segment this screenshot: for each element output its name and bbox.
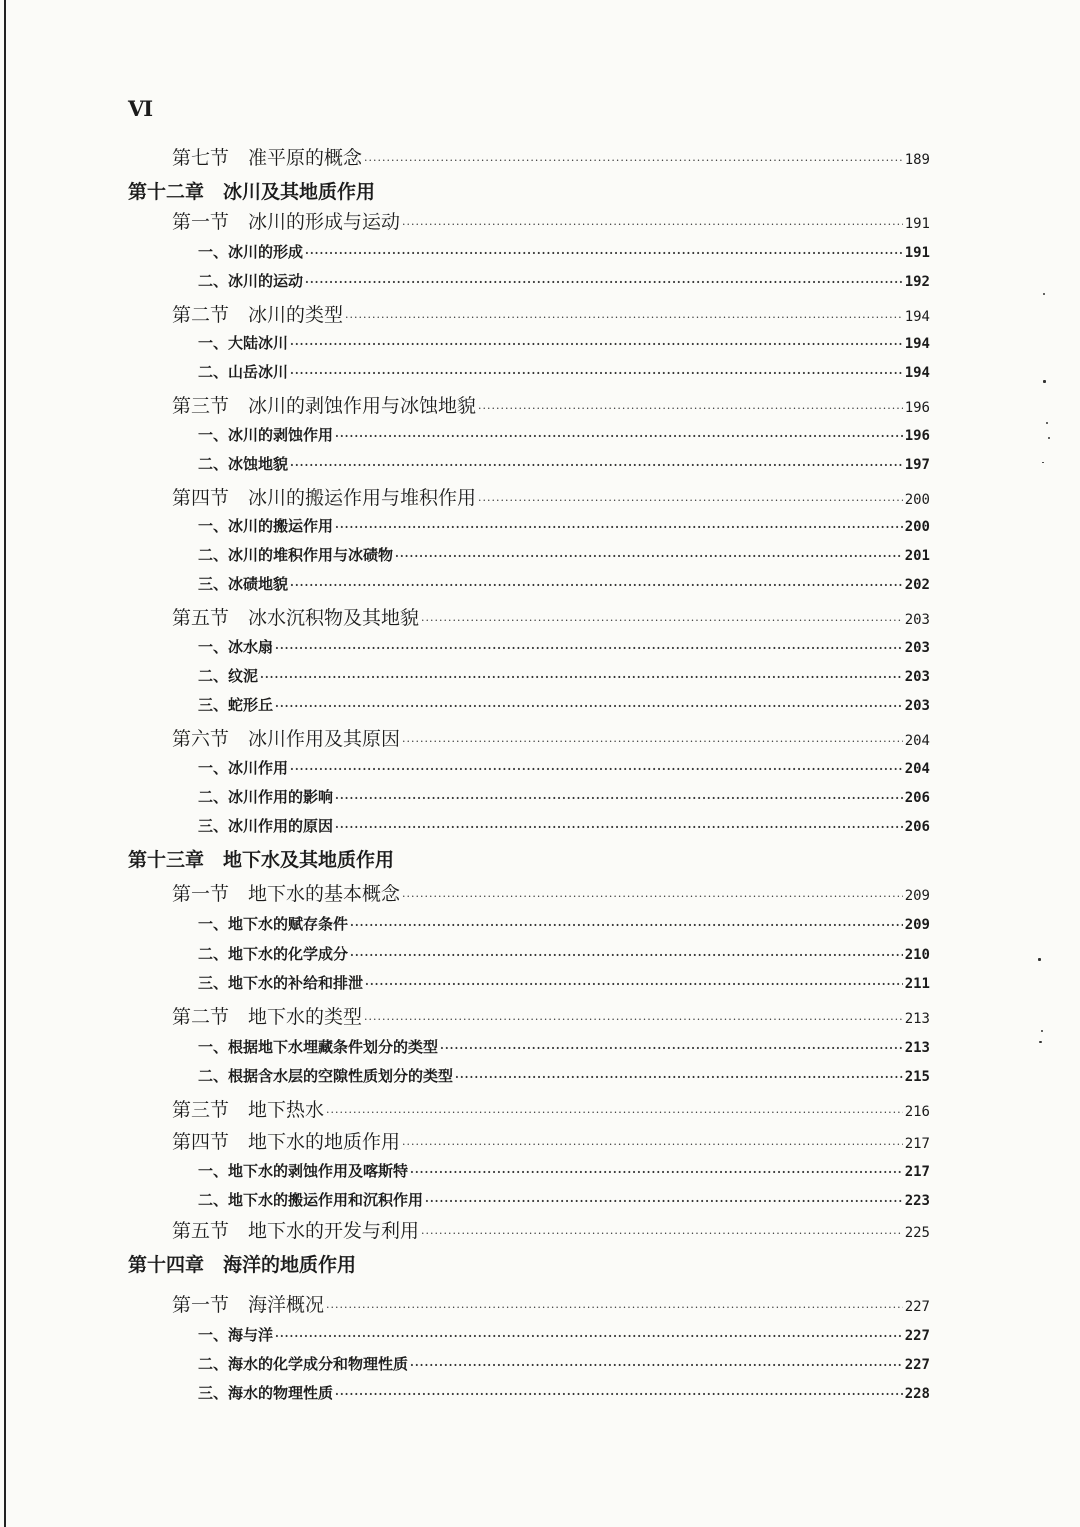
toc-entry-page: 196 xyxy=(904,428,930,444)
toc-section-entry xyxy=(172,1290,930,1317)
toc-entry-page: 213 xyxy=(904,1011,930,1027)
toc-chapter-heading xyxy=(128,177,375,204)
toc-entry-title: 一、冰川的剥蚀作用 xyxy=(198,426,334,444)
toc-entry-title: 一、冰水扇 xyxy=(198,638,274,656)
toc-entry-title: 一、冰川作用 xyxy=(198,759,289,777)
toc-leader-dots xyxy=(365,978,903,991)
toc-entry-title: 一、根据地下水埋藏条件划分的类型 xyxy=(198,1038,439,1056)
toc-section-entry xyxy=(172,207,930,234)
toc-item-entry xyxy=(198,332,930,353)
toc-leader-dots xyxy=(290,579,903,592)
toc-entry-title: 二、山岳冰川 xyxy=(198,363,289,381)
toc-section-entry xyxy=(172,603,930,630)
toc-entry-title: 三、冰碛地貌 xyxy=(198,575,289,593)
toc-entry-page: 194 xyxy=(904,365,930,381)
toc-leader-dots xyxy=(421,1227,903,1240)
toc-entry-title: 二、根据含水层的空隙性质划分的类型 xyxy=(198,1067,454,1085)
toc-entry-title: 二、冰川的运动 xyxy=(198,272,304,290)
toc-section-entry xyxy=(172,879,930,906)
toc-entry-page: 209 xyxy=(904,888,930,904)
toc-entry-title: 第十四章 海洋的地质作用 xyxy=(128,1254,357,1276)
toc-entry-title: 二、冰蚀地貌 xyxy=(198,455,289,473)
toc-entry-page: 197 xyxy=(904,457,930,473)
page-number: VI xyxy=(128,96,153,121)
toc-leader-dots xyxy=(290,459,903,472)
toc-item-entry xyxy=(198,1065,930,1086)
toc-item-entry xyxy=(198,1189,930,1210)
toc-item-entry xyxy=(198,665,930,686)
toc-entry-title: 第一节 地下水的基本概念 xyxy=(172,883,401,905)
toc-section-entry xyxy=(172,300,930,327)
toc-entry-page: 203 xyxy=(904,669,930,685)
toc-entry-title: 一、地下水的赋存条件 xyxy=(198,915,349,933)
toc-item-entry xyxy=(198,241,930,262)
toc-entry-title: 三、蛇形丘 xyxy=(198,696,274,714)
toc-item-entry xyxy=(198,913,930,934)
toc-entry-title: 第六节 冰川作用及其原因 xyxy=(172,728,401,750)
toc-entry-title: 一、地下水的剥蚀作用及喀斯特 xyxy=(198,1162,409,1180)
toc-entry-page: 203 xyxy=(904,698,930,714)
toc-leader-dots xyxy=(275,700,903,713)
toc-leader-dots xyxy=(335,1388,903,1401)
toc-leader-dots xyxy=(402,735,903,748)
toc-item-entry xyxy=(198,361,930,382)
scan-speck xyxy=(1039,1041,1042,1043)
toc-leader-dots xyxy=(395,550,903,563)
toc-leader-dots xyxy=(440,1042,903,1055)
toc-leader-dots xyxy=(402,1138,903,1151)
toc-item-entry xyxy=(198,1353,930,1374)
toc-item-entry xyxy=(198,815,930,836)
toc-entry-page: 192 xyxy=(904,274,930,290)
toc-section-entry xyxy=(172,483,930,510)
toc-entry-title: 三、地下水的补给和排泄 xyxy=(198,974,364,992)
toc-item-entry xyxy=(198,786,930,807)
toc-entry-page: 225 xyxy=(904,1225,930,1241)
toc-entry-title: 第一节 冰川的形成与运动 xyxy=(172,211,401,233)
toc-chapter-heading xyxy=(128,1250,356,1277)
toc-leader-dots xyxy=(410,1166,903,1179)
toc-entry-page: 213 xyxy=(904,1040,930,1056)
toc-entry-title: 一、冰川的搬运作用 xyxy=(198,517,334,535)
toc-section-entry xyxy=(172,724,930,751)
toc-entry-page: 203 xyxy=(904,612,930,628)
scan-speck xyxy=(1048,437,1050,439)
toc-entry-title: 一、冰川的形成 xyxy=(198,243,304,261)
toc-entry-title: 第二节 地下水的类型 xyxy=(172,1006,363,1028)
toc-entry-page: 202 xyxy=(904,577,930,593)
toc-leader-dots xyxy=(335,792,903,805)
toc-entry-page: 194 xyxy=(904,309,930,325)
toc-entry-title: 第三节 冰川的剥蚀作用与冰蚀地貌 xyxy=(172,395,477,417)
toc-entry-page: 189 xyxy=(904,152,930,168)
toc-item-entry xyxy=(198,573,930,594)
toc-entry-page: 191 xyxy=(904,216,930,232)
toc-entry-title: 第一节 海洋概况 xyxy=(172,1294,325,1316)
toc-entry-title: 二、冰川作用的影响 xyxy=(198,788,334,806)
toc-entry-page: 201 xyxy=(904,548,930,564)
toc-entry-page: 204 xyxy=(904,733,930,749)
toc-entry-title: 第十二章 冰川及其地质作用 xyxy=(128,181,376,203)
toc-entry-page: 210 xyxy=(904,947,930,963)
toc-entry-page: 191 xyxy=(904,245,930,261)
toc-item-entry xyxy=(198,1382,930,1403)
toc-entry-page: 228 xyxy=(904,1386,930,1402)
toc-item-entry xyxy=(198,757,930,778)
toc-leader-dots xyxy=(478,402,903,415)
toc-entry-page: 215 xyxy=(904,1069,930,1085)
toc-entry-title: 第四节 地下水的地质作用 xyxy=(172,1131,401,1153)
toc-entry-page: 204 xyxy=(904,761,930,777)
toc-leader-dots xyxy=(305,276,903,289)
toc-entry-page: 216 xyxy=(904,1104,930,1120)
toc-chapter-heading xyxy=(128,845,394,872)
toc-leader-dots xyxy=(335,430,903,443)
toc-entry-title: 第五节 冰水沉积物及其地貌 xyxy=(172,607,420,629)
toc-entry-title: 一、海与洋 xyxy=(198,1326,274,1344)
toc-entry-title: 二、地下水的搬运作用和沉积作用 xyxy=(198,1191,424,1209)
toc-entry-page: 200 xyxy=(904,492,930,508)
toc-section-entry xyxy=(172,1002,930,1029)
toc-item-entry xyxy=(198,424,930,445)
toc-entry-page: 200 xyxy=(904,519,930,535)
toc-entry-title: 一、大陆冰川 xyxy=(198,334,289,352)
toc-entry-page: 206 xyxy=(904,819,930,835)
toc-entry-title: 二、地下水的化学成分 xyxy=(198,945,349,963)
toc-leader-dots xyxy=(350,949,903,962)
toc-leader-dots xyxy=(402,890,903,903)
toc-leader-dots xyxy=(305,247,903,260)
toc-entry-page: 227 xyxy=(904,1299,930,1315)
scan-speck xyxy=(1041,1030,1043,1032)
toc-entry-title: 第十三章 地下水及其地质作用 xyxy=(128,849,395,871)
scan-speck xyxy=(1038,958,1041,961)
toc-section-entry xyxy=(172,143,930,170)
toc-item-entry xyxy=(198,453,930,474)
toc-entry-page: 209 xyxy=(904,917,930,933)
scan-speck xyxy=(1043,380,1046,383)
toc-entry-page: 227 xyxy=(904,1328,930,1344)
toc-entry-title: 二、纹泥 xyxy=(198,667,259,685)
toc-entry-page: 217 xyxy=(904,1164,930,1180)
toc-leader-dots xyxy=(478,494,903,507)
toc-entry-title: 二、冰川的堆积作用与冰碛物 xyxy=(198,546,394,564)
toc-entry-title: 第七节 准平原的概念 xyxy=(172,147,363,169)
toc-section-entry xyxy=(172,1216,930,1243)
toc-section-entry xyxy=(172,1095,930,1122)
toc-leader-dots xyxy=(275,1330,903,1343)
toc-leader-dots xyxy=(421,614,903,627)
toc-entry-page: 211 xyxy=(904,976,930,992)
toc-item-entry xyxy=(198,1324,930,1345)
toc-entry-page: 223 xyxy=(904,1193,930,1209)
toc-leader-dots xyxy=(275,642,903,655)
toc-leader-dots xyxy=(364,1013,903,1026)
toc-entry-page: 196 xyxy=(904,400,930,416)
toc-entry-page: 206 xyxy=(904,790,930,806)
toc-leader-dots xyxy=(290,338,903,351)
toc-leader-dots xyxy=(290,367,903,380)
toc-leader-dots xyxy=(345,311,903,324)
toc-entry-page: 203 xyxy=(904,640,930,656)
toc-item-entry xyxy=(198,544,930,565)
toc-entry-title: 第四节 冰川的搬运作用与堆积作用 xyxy=(172,487,477,509)
toc-item-entry xyxy=(198,972,930,993)
toc-entry-page: 227 xyxy=(904,1357,930,1373)
toc-item-entry xyxy=(198,943,930,964)
toc-leader-dots xyxy=(410,1359,903,1372)
toc-leader-dots xyxy=(425,1195,903,1208)
toc-leader-dots xyxy=(335,821,903,834)
toc-entry-title: 三、海水的物理性质 xyxy=(198,1384,334,1402)
toc-leader-dots xyxy=(260,671,903,684)
toc-item-entry xyxy=(198,270,930,291)
toc-leader-dots xyxy=(364,154,903,167)
toc-entry-title: 第五节 地下水的开发与利用 xyxy=(172,1220,420,1242)
toc-section-entry xyxy=(172,1127,930,1154)
toc-leader-dots xyxy=(326,1301,903,1314)
toc-entry-title: 第二节 冰川的类型 xyxy=(172,304,344,326)
scan-speck xyxy=(1043,293,1045,295)
toc-item-entry xyxy=(198,694,930,715)
toc-item-entry xyxy=(198,1160,930,1181)
toc-item-entry xyxy=(198,636,930,657)
toc-leader-dots xyxy=(402,218,903,231)
toc-entry-page: 194 xyxy=(904,336,930,352)
toc-entry-title: 三、冰川作用的原因 xyxy=(198,817,334,835)
toc-leader-dots xyxy=(350,919,903,932)
scan-speck xyxy=(1046,422,1048,424)
toc-entry-page: 217 xyxy=(904,1136,930,1152)
toc-leader-dots xyxy=(455,1071,903,1084)
toc-leader-dots xyxy=(326,1106,903,1119)
toc-leader-dots xyxy=(335,521,903,534)
toc-section-entry xyxy=(172,391,930,418)
toc-leader-dots xyxy=(290,763,903,776)
scan-speck xyxy=(1042,462,1044,463)
toc-entry-title: 二、海水的化学成分和物理性质 xyxy=(198,1355,409,1373)
toc-item-entry xyxy=(198,1036,930,1057)
toc-entry-title: 第三节 地下热水 xyxy=(172,1099,325,1121)
toc-item-entry xyxy=(198,515,930,536)
